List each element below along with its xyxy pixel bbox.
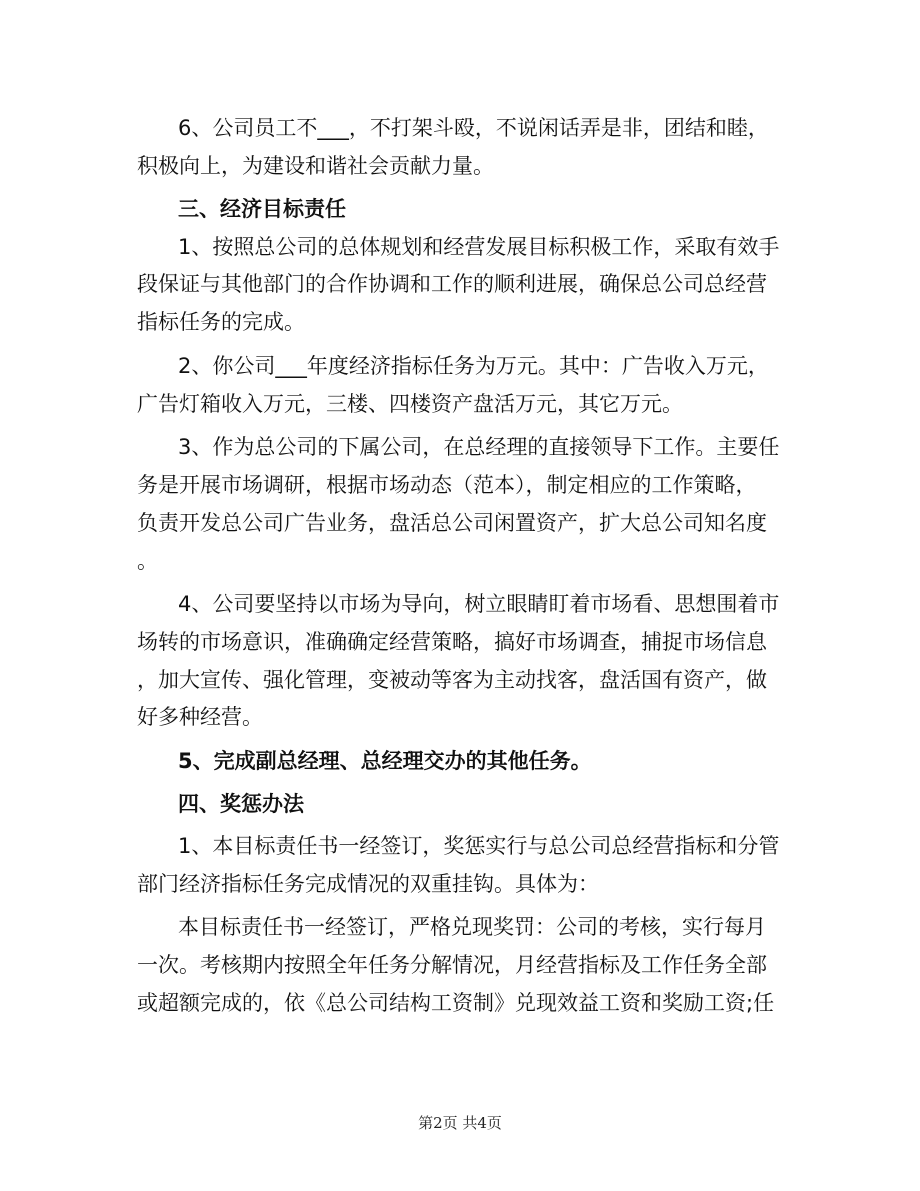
paragraph-line: 好多种经营。	[137, 705, 263, 729]
paragraph-line: 指标任务的完成。	[137, 310, 305, 334]
paragraph-line: ，加大宣传、强化管理，变被动等客为主动找客，盘活国有资产，做	[137, 668, 767, 692]
paragraph-line: 3、作为总公司的下属公司，在总经理的直接领导下工作。主要任	[178, 435, 780, 459]
paragraph-line: 部门经济指标任务完成情况的双重挂钩。具体为：	[137, 872, 599, 896]
paragraph-line: 段保证与其他部门的合作协调和工作的顺利进展，确保总公司总经营	[137, 272, 767, 296]
paragraph-line: 广告灯箱收入万元，三楼、四楼资产盘活万元，其它万元。	[137, 392, 683, 416]
paragraph-line: 6、公司员工不___，不打架斗殴，不说闲话弄是非，团结和睦，	[178, 116, 769, 140]
page-footer: 第2页 共4页	[418, 1114, 502, 1132]
paragraph-line: 1、按照总公司的总体规划和经营发展目标积极工作，采取有效手	[178, 235, 780, 259]
paragraph-line: 负责开发总公司广告业务，盘活总公司闲置资产，扩大总公司知名度	[137, 511, 767, 535]
paragraph-line: 本目标责任书一经签订，严格兑现奖罚：公司的考核，实行每月	[178, 915, 766, 939]
paragraph-line: 务是开展市场调研，根据市场动态（范本），制定相应的工作策略，	[137, 473, 757, 497]
paragraph-line: 1、本目标责任书一经签订，奖惩实行与总公司总经营指标和分管	[178, 834, 780, 858]
paragraph-line: 。	[137, 549, 158, 573]
paragraph-line: 一次。考核期内按照全年任务分解情况，月经营指标及工作任务全部	[137, 953, 767, 977]
paragraph-line: 2、你公司___年度经济指标任务为万元。其中：广告收入万元，	[178, 354, 769, 378]
section-heading: 5、完成副总经理、总经理交办的其他任务。	[178, 749, 592, 773]
paragraph-line: 积极向上，为建设和谐社会贡献力量。	[137, 154, 494, 178]
section-heading: 四、奖惩办法	[178, 792, 304, 816]
paragraph-line: 或超额完成的，依《总公司结构工资制》兑现效益工资和奖励工资;任	[137, 991, 775, 1015]
paragraph-line: 场转的市场意识，准确确定经营策略，搞好市场调查，捕捉市场信息	[137, 630, 767, 654]
section-heading: 三、经济目标责任	[178, 197, 346, 221]
paragraph-line: 4、公司要坚持以市场为导向，树立眼睛盯着市场看、思想围着市	[178, 592, 780, 616]
